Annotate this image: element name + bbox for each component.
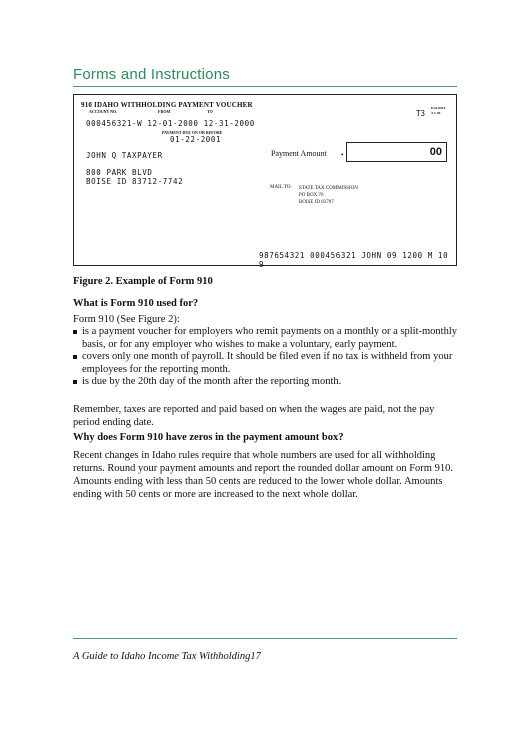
from-label: FROM	[158, 109, 171, 114]
mail-to-label: MAIL TO:	[270, 185, 292, 190]
list-item-text: is due by the 20th day of the month after the reporting month.	[82, 376, 342, 387]
payment-zeros: 00	[429, 146, 442, 158]
list-item-text: is a payment voucher for employers who remit payments on a monthly or a split-monthly basis, or for any employer who wishes to make a voluntary, early payment.	[82, 326, 458, 350]
to-label: TO	[207, 109, 213, 114]
section2-body: Recent changes in Idaho rules require that whole numbers are used for all withholding returns. Round your payment amounts and report the rounded dollar amount on Form 910. Amounts ending with less than 50 cents are reduced to the lower whole dollar. Amounts ending with 50 cents or more are increased to the next whole dollar.	[73, 450, 453, 500]
section-title: Forms and Instructions	[73, 66, 230, 83]
taxpayer-name: JOHN Q TAXPAYER	[86, 151, 163, 160]
section2-heading: Why does Form 910 have zeros in the payment amount box?	[73, 432, 344, 443]
mail-line2: PO BOX 76	[299, 193, 324, 198]
list-item	[73, 351, 457, 376]
form-version-code: EGL0016 4-7-00	[431, 106, 446, 115]
account-label: ACCOUNT NO.	[89, 109, 118, 114]
payment-amount-marker: •	[341, 151, 344, 159]
section1-heading: What is Form 910 used for?	[73, 298, 199, 309]
payment-amount-box	[346, 142, 447, 162]
list-item-text: covers only one month of payroll. It should be filed even if no tax is withheld from your employees for the reporting month.	[82, 351, 453, 375]
payment-amount-label: Payment Amount	[271, 149, 327, 158]
list-item	[73, 376, 457, 389]
page-footer: A Guide to Idaho Income Tax Withholding17	[73, 651, 261, 662]
voucher-title: 910 IDAHO WITHHOLDING PAYMENT VOUCHER	[81, 101, 253, 109]
bullet-icon	[73, 330, 77, 334]
taxpayer-address-line1: 800 PARK BLVD	[86, 168, 153, 177]
mail-line1: STATE TAX COMMISSION	[299, 186, 358, 191]
account-period-line: 000456321-W 12-01-2000 12-31-2000	[86, 119, 255, 128]
form-910-voucher	[73, 94, 457, 269]
due-date: 01-22-2001	[170, 135, 222, 144]
footer-rule	[73, 638, 457, 639]
bullet-icon	[73, 380, 77, 384]
taxpayer-address-line2: BOISE ID 83712-7742	[86, 177, 184, 186]
section1-intro: Form 910 (See Figure 2):	[73, 314, 180, 325]
mail-line3: BOISE ID 83707	[299, 200, 334, 205]
list-item	[73, 326, 457, 351]
form-910-uses-list	[73, 326, 457, 389]
bullet-icon	[73, 355, 77, 359]
form-code: T3	[416, 109, 426, 118]
remember-paragraph: Remember, taxes are reported and paid based on when the wages are paid, not the pay period ending date.	[73, 404, 435, 428]
header-rule	[73, 86, 457, 87]
mail-to-address	[299, 185, 358, 206]
figure-caption: Figure 2. Example of Form 910	[73, 276, 213, 287]
scan-line: 987654321 000456321 JOHN 09 1200 M 10 9	[259, 251, 449, 269]
due-date-label: PAYMENT DUE ON OR BEFORE	[162, 130, 223, 135]
